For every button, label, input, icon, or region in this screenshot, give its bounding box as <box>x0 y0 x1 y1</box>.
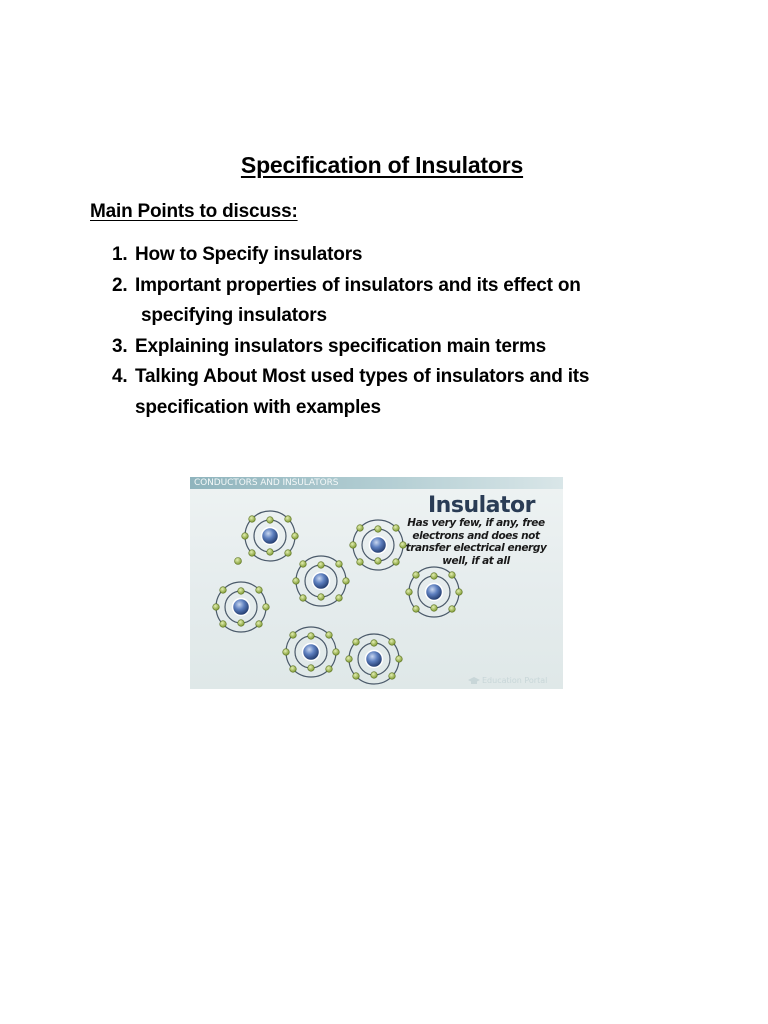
electron <box>300 595 307 602</box>
figure-heading: Insulator <box>428 493 535 518</box>
list-item-text-line: Talking About Most used types of insulators and its <box>135 366 590 387</box>
electron <box>220 587 227 594</box>
electron <box>290 632 297 639</box>
list-item <box>112 362 672 423</box>
electron <box>389 639 396 646</box>
electron <box>300 561 307 568</box>
electron <box>431 573 438 580</box>
electron <box>293 578 300 585</box>
list-item-text: Explaining insulators specification main terms <box>135 335 547 357</box>
list-item-text: How to Specify insulators <box>135 244 363 265</box>
electron <box>456 589 463 596</box>
electron <box>285 516 292 523</box>
electron <box>220 621 227 628</box>
list-item-number: 3. <box>112 335 128 357</box>
nucleus <box>370 537 387 554</box>
list-item-text-line: specifying insulators <box>141 305 327 326</box>
electron <box>283 649 290 656</box>
electron <box>371 672 378 679</box>
electron <box>371 640 378 647</box>
list-item-text <box>135 271 672 332</box>
electron <box>336 595 343 602</box>
electron <box>238 620 245 627</box>
document-title: Specification of Insulators <box>240 152 524 178</box>
electron <box>449 606 456 613</box>
electron <box>213 604 220 611</box>
electron <box>336 561 343 568</box>
list-item-text <box>135 362 672 423</box>
electron <box>357 559 364 566</box>
electron <box>308 633 315 640</box>
electron <box>353 673 360 680</box>
figure-footer: Education Portal <box>482 676 548 685</box>
electron <box>267 517 274 524</box>
nucleus <box>262 528 279 545</box>
electron <box>308 665 315 672</box>
list-item <box>112 240 672 271</box>
electron <box>353 639 360 646</box>
list-item <box>112 332 672 363</box>
electron <box>389 673 396 680</box>
electron <box>413 606 420 613</box>
nucleus <box>233 599 250 616</box>
nucleus <box>303 644 320 661</box>
figure-banner-text: CONDUCTORS AND INSULATORS <box>194 478 339 488</box>
list-item-text-line: Important properties of insulators and its effect on <box>135 274 581 296</box>
nucleus <box>366 651 383 668</box>
list-item-text-line: specification with examples <box>135 396 381 418</box>
electron <box>375 526 382 533</box>
electron <box>343 578 350 585</box>
electron <box>242 533 249 540</box>
electron <box>375 558 382 565</box>
electron <box>346 656 353 663</box>
figure-description: Has very few, if any, free electrons and does not transfer electrical energy well, if at all <box>405 517 547 567</box>
graduation-cap-icon <box>468 677 480 685</box>
main-points-list <box>112 240 672 423</box>
electron <box>290 666 297 673</box>
electron <box>326 632 333 639</box>
electron <box>333 649 340 656</box>
electron <box>406 589 413 596</box>
list-item-number: 2. <box>112 274 128 296</box>
atom <box>283 627 340 677</box>
free-electron <box>235 558 242 565</box>
electron <box>449 572 456 579</box>
electron <box>318 562 325 569</box>
atom <box>213 582 270 632</box>
insulator-figure <box>190 477 563 689</box>
electron <box>413 572 420 579</box>
electron <box>350 542 357 549</box>
electron <box>326 666 333 673</box>
electron <box>431 605 438 612</box>
list-item-number: 4. <box>112 366 128 387</box>
atom <box>242 511 299 561</box>
electron <box>249 516 256 523</box>
section-heading: Main Points to discuss: <box>90 201 298 222</box>
electron <box>396 656 403 663</box>
electron <box>318 594 325 601</box>
electron <box>357 525 364 532</box>
atom <box>293 556 350 606</box>
list-item <box>112 271 672 332</box>
nucleus <box>313 573 330 590</box>
electron <box>292 533 299 540</box>
atom <box>346 634 403 684</box>
electron <box>285 550 292 557</box>
nucleus <box>426 584 443 601</box>
electron <box>249 550 256 557</box>
list-item-number: 1. <box>112 244 128 265</box>
electron <box>238 588 245 595</box>
electron <box>256 587 263 594</box>
atom <box>406 567 463 617</box>
electron <box>263 604 270 611</box>
electron <box>256 621 263 628</box>
electron <box>267 549 274 556</box>
